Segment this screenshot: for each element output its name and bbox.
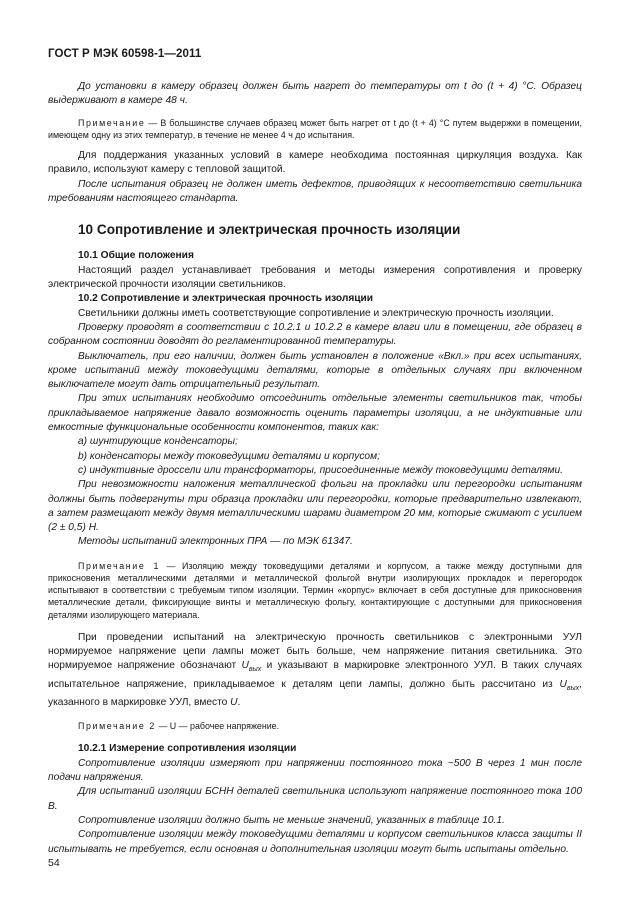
paragraph-circulation: Для поддержания указанных условий в камере необходима постоянная циркуляция воздуха. Как правило, используют камеру с тепловой защитой. [48,150,582,176]
paragraph-after-test: После испытания образец не должен иметь дефектов, приводящих к несоответствию светильника требованиям настоящего стандарта. [48,178,582,204]
section-title: 10 Сопротивление и электрическая прочность изоляции [78,222,461,238]
list-item-b: b) конденсаторы между токоведущими деталями и корпусом; [78,450,380,462]
subsection-10-2-title: 10.2 Сопротивление и электрическая прочность изоляции [78,293,374,305]
paragraph-disconnect: При этих испытаниях необходимо отсоединить отдельные элементы светильников так, чтобы прикладываемое напряжение давало возможность оценить параметры изоляции, а не индуктивные или емкостные функциональные особенности компонентов, таких как: [48,393,582,434]
paragraph-check: Проверку проводят в соответствии с 10.2.1 и 10.2.2 в камере влаги или в помещении, где образец в собранном состоянии доводят до регламентированной температуры. [48,321,582,348]
paragraph-foil: При невозможности наложения металлической фольги на прокладки или перегородки испытаниям должны быть подвергнуты три образца прокладки или перегородки, которые предварительно извлекают, а затем размещают между двумя металлическими шарами диаметром 20 мм, которые сжимают с усилием (2 ± 0,5) Н. [48,479,582,534]
paragraph-class-ii: Сопротивление изоляции между токоведущими деталями и корпусом светильников класса защиты II испытывать не требуется, если основная и дополнительная изоляции могут быть испытаны отдельно. [48,829,582,855]
note-heating [48,117,582,141]
note-2 [48,720,582,732]
note-2-text: — U — рабочее напряжение. [155,721,280,732]
subsection-10-1-title: 10.1 Общие положения [78,250,194,262]
note-2-label: Примечание 2 [78,721,156,732]
note-label: Примечание [78,117,146,128]
note-1 [48,560,582,621]
paragraph-min-resistance: Сопротивление изоляции должно быть не меньше значений, указанных в таблице 10.1. [78,814,505,826]
paragraph-switch: Выключатель, при его наличии, должен быть установлен в положение «Вкл.» при всех испытаниях, кроме испытаний между токоведущими деталями, которые в отдельных случаях при включенном выключателе могут дать отрицательный результат. [48,350,582,391]
paragraph-selv: Для испытаний изоляции БСНН деталей светильника используют напряжение постоянного тока 100 В. [48,786,582,812]
paragraph-requirement: Светильники должны иметь соответствующие сопротивление и электрическую прочность изоляции. [78,307,554,319]
note-1-label: Примечание 1 [78,560,161,571]
list-item-c: с) индуктивные дроссели или трансформаторы, присоединенные между токоведущими деталями. [78,464,563,476]
u-symbol: U [230,696,238,708]
u-out-symbol-2: $U_{вых}$ [559,678,580,692]
paragraph-ecg: При проведении испытаний на электрическую прочность светильников с электронными УУЛ нормируемое напряжение цепи лампы может быть больше, чем напряжение питания светильника. Это нормируемое напряжение обозначают $U_{вых}$ и указывают в маркировке электронного УУЛ. В таких случаях испытательное напряжение, прикладываемое к деталям цепи лампы, должно быть рассчитано из $U_{вых}$, указанного в маркировке УУЛ, вместо U. [48,631,582,708]
page-content [48,80,582,857]
subsection-10-2-1-title: 10.2.1 Измерение сопротивления изоляции [78,743,297,755]
paragraph-measure: Сопротивление изоляции измеряют при напряжении постоянного тока ~500 В через 1 мин после подачи напряжения. [48,757,582,784]
page-number: 54 [48,857,60,869]
paragraph-heating: До установки в камеру образец должен быть нагрет до температуры от t до (t + 4) °С. Образец выдерживают в камере 48 ч. [48,81,582,107]
note-text: — В большинстве случаев образец может быть нагрет от t до (t + 4) °С путем выдержки в помещении, имеющем одну из этих температур, в течение не менее 4 ч до испытания. [48,117,582,140]
u-out-symbol: $U_{вых}$ [241,660,262,674]
subsection-10-1-text: Настоящий раздел устанавливает требования и методы измерения сопротивления и проверку электрической прочности изоляции светильников. [48,264,582,291]
document-header: ГОСТ Р МЭК 60598-1—2011 [48,48,202,60]
list-item-a: а) шунтирующие конденсаторы; [78,436,238,448]
paragraph-methods: Методы испытаний электронных ПРА — по МЭК 61347. [78,536,353,548]
note-1-text: — Изоляцию между токоведущими деталями и корпусом, а также между доступными для прикосновения металлическими деталями и металлической фольгой внутри изолирующих прокладок и перегородок испытывают в соответствии с требуемым типом изоляции. Термин «корпус» включает в себя доступные для прикосновения металлические детали, фиксирующие винты и металлическую фольгу, контактирующие с доступными для прикосновения деталями изолирующего материала. [48,560,582,620]
